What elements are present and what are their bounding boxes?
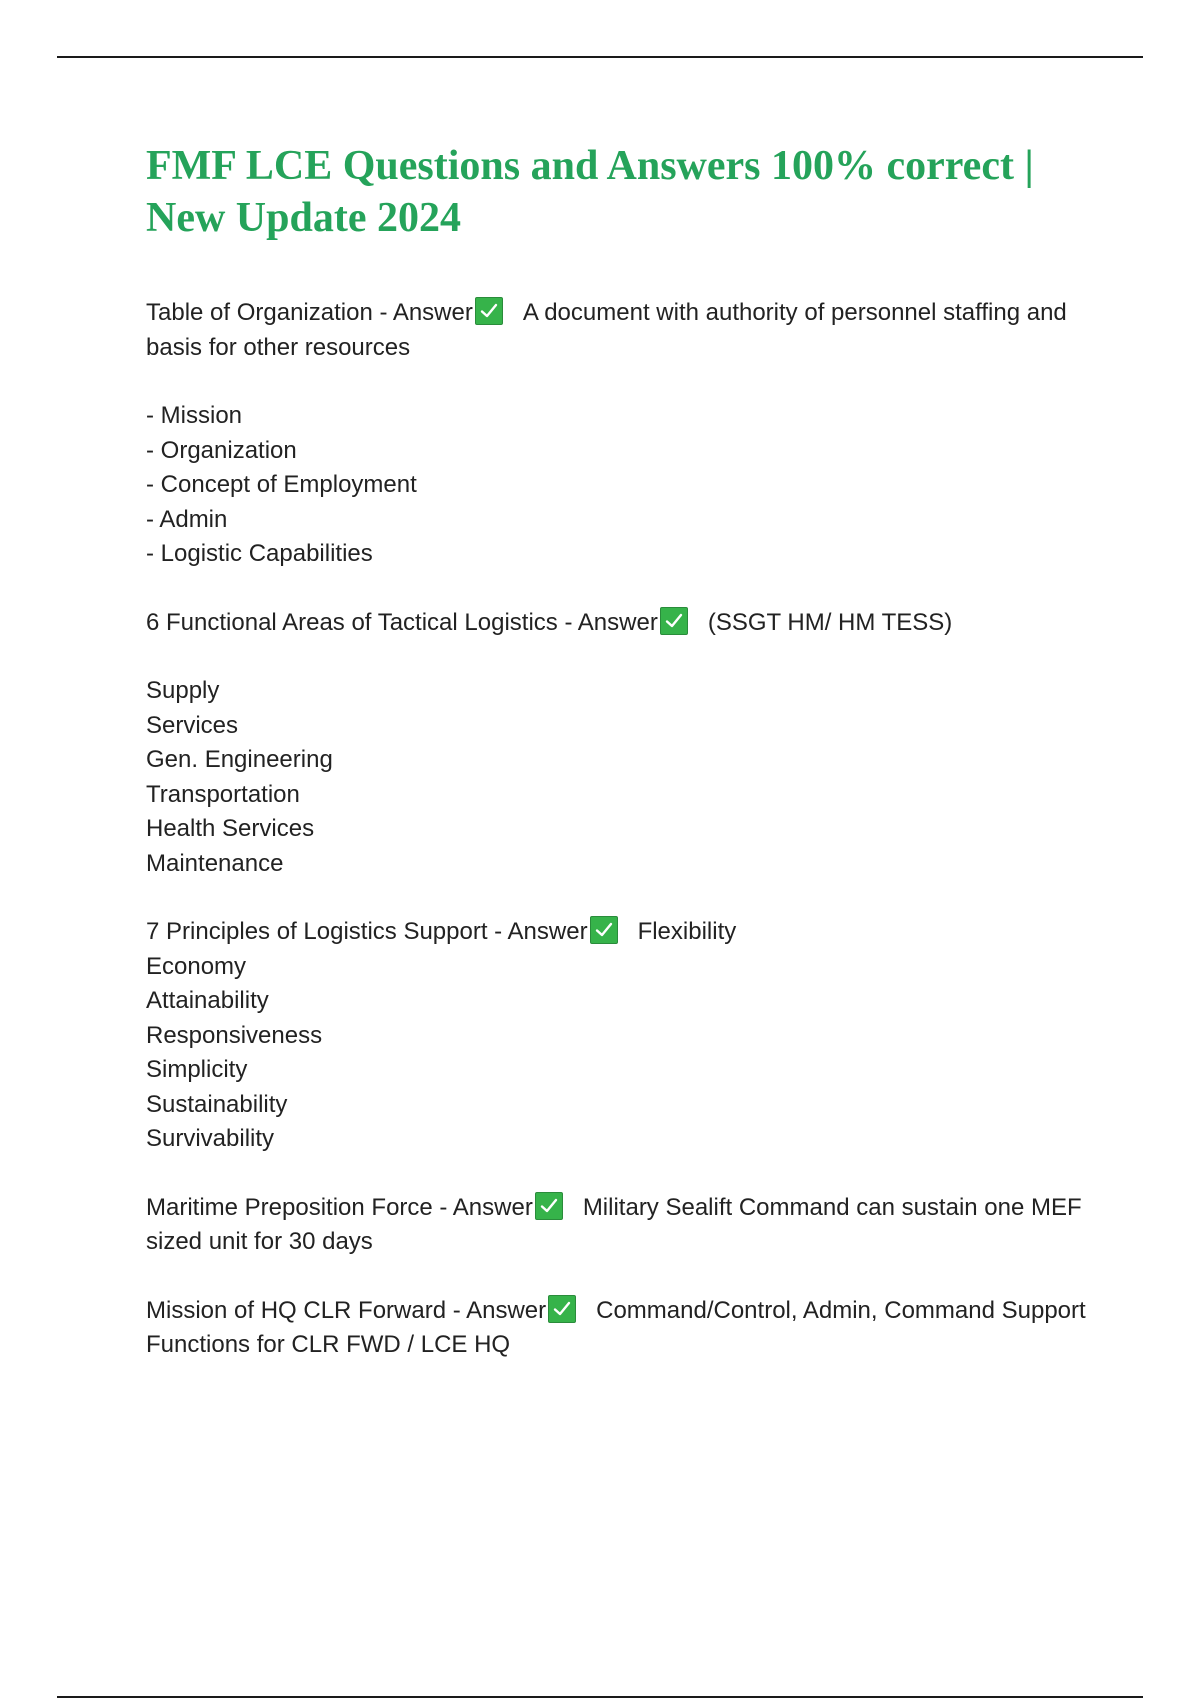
list-item: Health Services — [146, 815, 315, 842]
qa-line: Maritime Preposition Force - Answer Military Sealift Command can sustain one MEF sized unit for 30 days — [146, 1193, 1082, 1255]
list-item: Responsiveness — [146, 1021, 323, 1049]
list-item: Supply — [146, 677, 220, 704]
check-mark-icon — [475, 297, 503, 325]
list-item: - Concept of Employment — [146, 471, 417, 498]
answer-list — [146, 399, 1096, 572]
qa-entry — [146, 296, 1096, 572]
list-item: Maintenance — [146, 849, 284, 877]
spacer — [146, 640, 1096, 674]
check-mark-icon — [548, 1295, 576, 1323]
answer-text: Flexibility — [637, 918, 737, 945]
question-text: Mission of HQ CLR Forward — [146, 1296, 447, 1324]
answer-text: Military Sealift Command can sustain one MEF sized unit for 30 days — [146, 1193, 1082, 1255]
answer-text: (SSGT HM/ HM TESS) — [707, 608, 953, 636]
list-item: Transportation — [146, 780, 300, 808]
question-text: Maritime Preposition Force — [146, 1193, 433, 1221]
list-item: Services — [146, 711, 239, 739]
answer-text: Command/Control, Admin, Command Support Functions for CLR FWD / LCE HQ — [146, 1296, 1086, 1358]
list-item: - Mission — [146, 402, 243, 429]
list-item: Simplicity — [146, 1056, 248, 1083]
qa-line: Table of Organization - Answer A document with authority of personnel staffing and basis for other resources — [146, 299, 1067, 361]
list-item: - Logistic Capabilities — [146, 540, 373, 567]
check-mark-icon — [590, 916, 618, 944]
list-item: Gen. Engineering — [146, 746, 333, 773]
answer-list — [146, 950, 1096, 1157]
list-item: Economy — [146, 952, 247, 980]
qa-entry — [146, 915, 1096, 1157]
question-text: Table of Organization — [146, 299, 373, 326]
question-text: 7 Principles of Logistics Support — [146, 918, 488, 945]
qa-line: 6 Functional Areas of Tactical Logistics - Answer (SSGT HM/ HM TESS) — [146, 608, 953, 636]
qa-entry — [146, 606, 1096, 882]
qa-line: 7 Principles of Logistics Support - Answer Flexibility — [146, 918, 737, 945]
qa-entry — [146, 1191, 1096, 1260]
qa-line: Mission of HQ CLR Forward - Answer Command/Control, Admin, Command Support Functions for CLR FWD / LCE HQ — [146, 1296, 1086, 1358]
document-body — [146, 140, 1096, 1397]
top-rule — [57, 56, 1143, 58]
answer-label: Answer — [577, 608, 658, 636]
list-item: Attainability — [146, 987, 269, 1014]
list-item: Sustainability — [146, 1090, 288, 1118]
answer-label: Answer — [452, 1193, 533, 1221]
answer-label: Answer — [507, 918, 588, 945]
answer-label: Answer — [466, 1296, 547, 1324]
check-mark-icon — [535, 1192, 563, 1220]
list-item: - Organization — [146, 436, 297, 464]
bottom-rule — [57, 1696, 1143, 1698]
answer-list — [146, 674, 1096, 881]
list-item: Survivability — [146, 1125, 275, 1152]
question-text: 6 Functional Areas of Tactical Logistics — [146, 608, 558, 636]
list-item: - Admin — [146, 505, 228, 533]
check-mark-icon — [660, 607, 688, 635]
answer-label: Answer — [392, 299, 473, 326]
document-title: FMF LCE Questions and Answers 100% correct | New Update 2024 — [146, 143, 1034, 241]
qa-entry — [146, 1294, 1096, 1363]
answer-text: A document with authority of personnel staffing and basis for other resources — [146, 299, 1067, 361]
spacer — [146, 365, 1096, 399]
